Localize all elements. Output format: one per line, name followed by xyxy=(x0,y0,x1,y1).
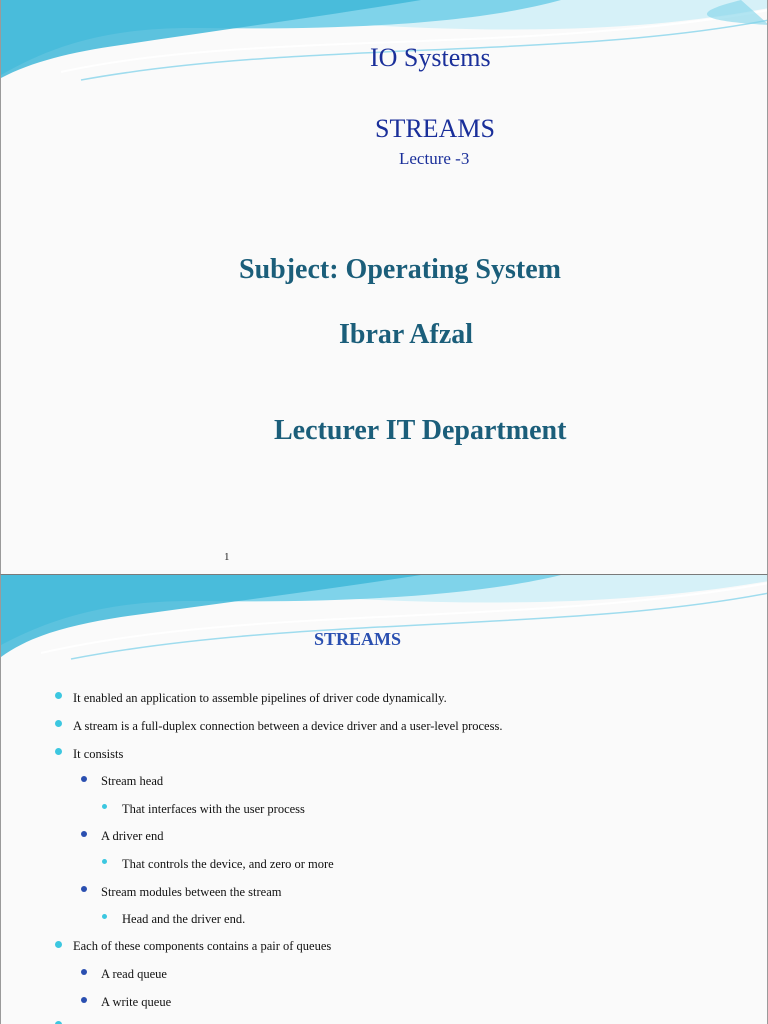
slide-2 xyxy=(0,574,768,1024)
header-wave-graphic xyxy=(1,575,768,670)
bullet-dot-icon xyxy=(55,692,62,699)
author-name: Ibrar Afzal xyxy=(339,319,474,350)
bullet-dot-icon xyxy=(55,748,62,755)
list-item: Stream modules between the stream xyxy=(101,885,282,899)
author-role: Lecturer IT Department xyxy=(274,415,567,446)
bullet-dot-icon xyxy=(102,859,107,864)
list-item: Head and the driver end. xyxy=(122,912,246,926)
slide-title: STREAMS xyxy=(314,629,402,649)
subject-line: Subject: Operating System xyxy=(239,254,561,285)
bullet-dot-icon xyxy=(81,969,87,975)
list-item: Stream head xyxy=(101,774,164,788)
list-item: It enabled an application to assemble pipelines of driver code dynamically. xyxy=(73,691,447,705)
bullet-dot-icon xyxy=(102,804,107,809)
bullet-dot-icon xyxy=(81,831,87,837)
list-item: A write queue xyxy=(101,995,172,1009)
lecture-number: Lecture -3 xyxy=(399,149,470,168)
bullet-dot-icon xyxy=(81,997,87,1003)
list-item: That interfaces with the user process xyxy=(122,802,305,816)
bullet-dot-icon xyxy=(81,886,87,892)
list-item: A driver end xyxy=(101,829,164,843)
list-item: That controls the device, and zero or more xyxy=(122,857,334,871)
page-number: 1 xyxy=(224,551,230,563)
streams-heading: STREAMS xyxy=(375,114,495,143)
list-item: A stream is a full-duplex connection between a device driver and a user-level process. xyxy=(73,719,503,733)
bullet-dot-icon xyxy=(102,914,107,919)
bullet-dot-icon xyxy=(55,941,62,948)
list-item: A read queue xyxy=(101,967,167,981)
list-item: It consists xyxy=(73,747,124,761)
slide-title: IO Systems xyxy=(370,43,491,72)
bullet-dot-icon xyxy=(81,776,87,782)
list-item: Each of these components contains a pair of queues xyxy=(73,939,332,953)
bullet-dot-icon xyxy=(55,720,62,727)
